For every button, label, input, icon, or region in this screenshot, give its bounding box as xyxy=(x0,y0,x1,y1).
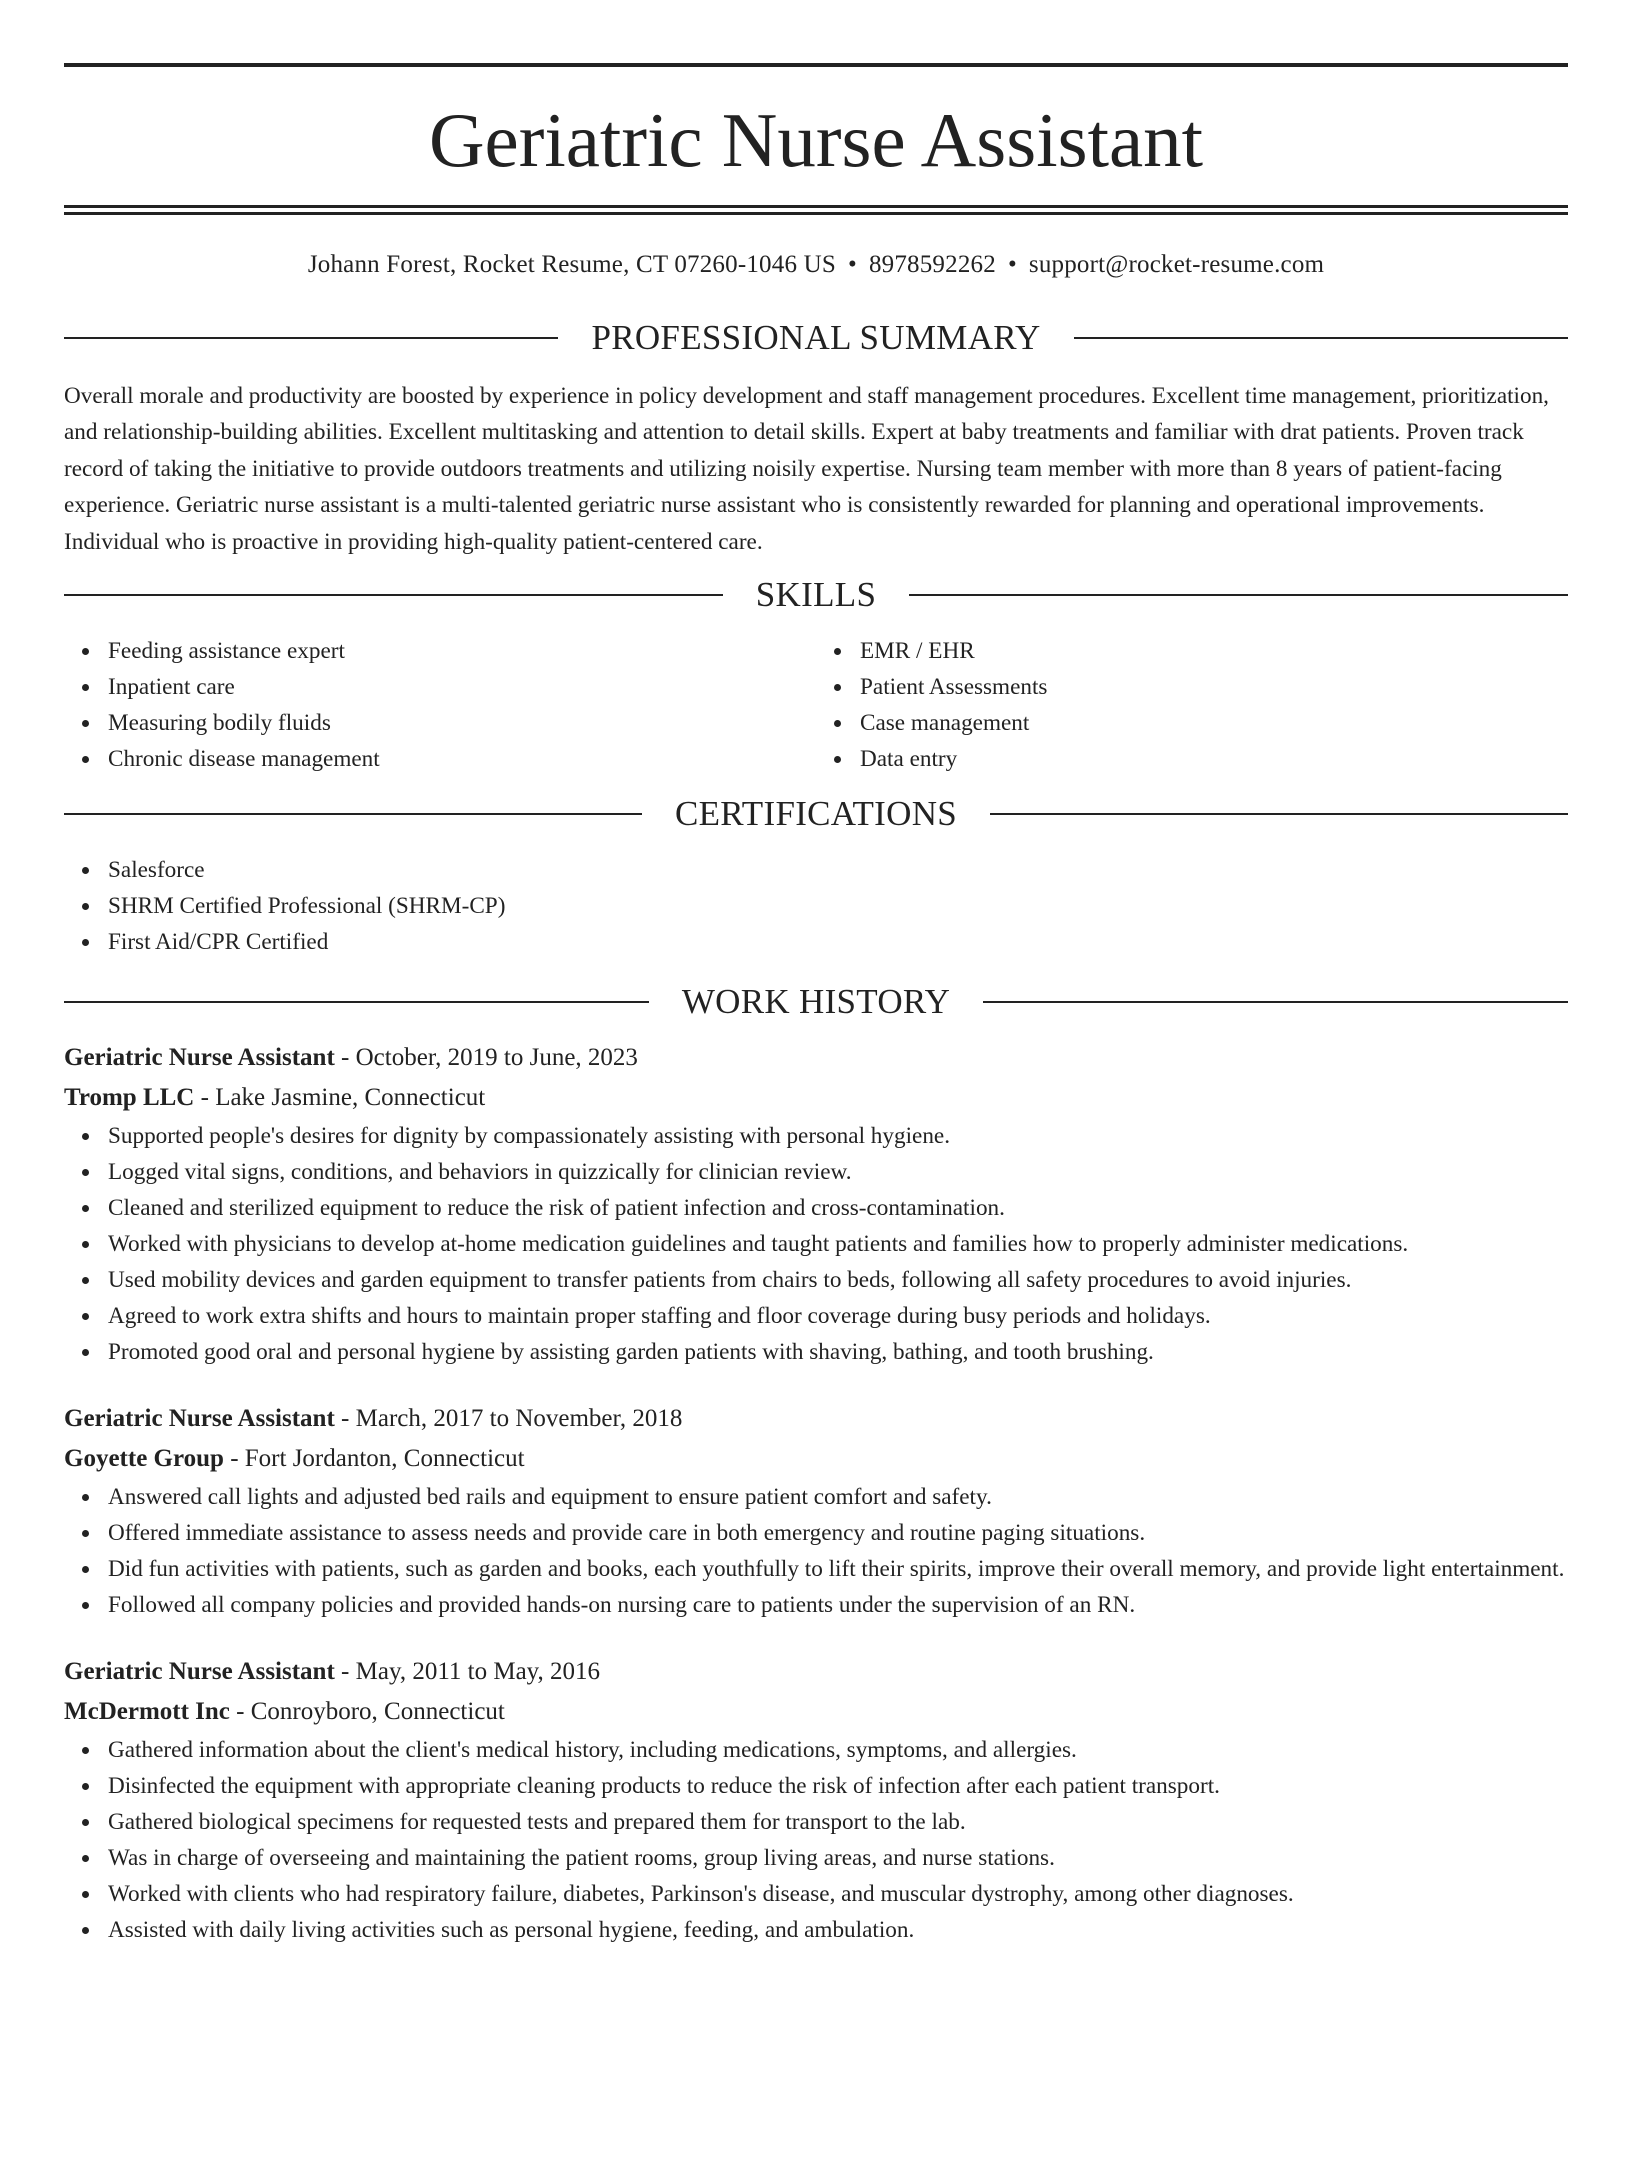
certifications-list xyxy=(64,852,1568,960)
section-title-summary: PROFESSIONAL SUMMARY xyxy=(591,318,1041,357)
divider-line xyxy=(990,813,1568,815)
section-title-work-history: WORK HISTORY xyxy=(681,982,951,1022)
job-duty: Cleaned and sterilized equipment to reduce the risk of patient infection and cross-contamination. xyxy=(108,1190,1568,1226)
job-entry xyxy=(64,1652,1568,1948)
job-company: McDermott Inc xyxy=(64,1698,230,1726)
top-rule xyxy=(64,63,1568,67)
job-company: Goyette Group xyxy=(64,1445,224,1473)
skill-item: EMR / EHR xyxy=(860,633,1568,669)
job-duty: Followed all company policies and provided hands-on nursing care to patients under the supervision of an RN. xyxy=(108,1587,1568,1623)
contact-separator: • xyxy=(847,251,857,278)
divider-line xyxy=(64,594,723,596)
job-duties-list xyxy=(64,1732,1568,1948)
skill-item: Patient Assessments xyxy=(860,669,1568,705)
job-location: Conroyboro, Connecticut xyxy=(250,1698,505,1726)
job-title-line: Geriatric Nurse Assistant - May, 2011 to May, 2016 xyxy=(64,1658,601,1686)
job-title: Geriatric Nurse Assistant xyxy=(64,1405,335,1433)
section-header-skills xyxy=(64,575,1568,615)
job-duties-list xyxy=(64,1479,1568,1623)
job-duty: Logged vital signs, conditions, and behaviors in quizzically for clinician review. xyxy=(108,1154,1568,1190)
job-duty: Agreed to work extra shifts and hours to maintain proper staffing and floor coverage during busy periods and holidays. xyxy=(108,1298,1568,1334)
job-title-line: Geriatric Nurse Assistant - October, 2019 to June, 2023 xyxy=(64,1044,638,1072)
job-location: Lake Jasmine, Connecticut xyxy=(215,1084,486,1112)
job-company-line: Goyette Group - Fort Jordanton, Connecticut xyxy=(64,1445,525,1473)
divider-line xyxy=(64,337,558,339)
job-duty: Used mobility devices and garden equipment to transfer patients from chairs to beds, following all safety procedures to avoid injuries. xyxy=(108,1262,1568,1298)
skill-item: Case management xyxy=(860,705,1568,741)
job-duty: Did fun activities with patients, such as garden and books, each youthfully to lift their spirits, improve their overall memory, and provide light entertainment. xyxy=(108,1551,1568,1587)
job-dates: March, 2017 to November, 2018 xyxy=(355,1405,683,1433)
divider-line xyxy=(909,594,1568,596)
section-header-work-history xyxy=(64,982,1568,1022)
skill-item: Data entry xyxy=(860,741,1568,777)
job-duty: Gathered information about the client's medical history, including medications, symptoms, and allergies. xyxy=(108,1732,1568,1768)
contact-email[interactable]: support@rocket-resume.com xyxy=(1028,251,1325,278)
summary-text: Overall morale and productivity are boosted by experience in policy development and staff management procedures. Excellent time management, prioritization, and relationship-building abilities. Excellent multitasking and attention to detail skills. Expert at baby treatments and familiar with drat patients. Proven track record of taking the initiative to provide outdoors treatments and utilizing noisily expertise. Nursing team member with more than 8 years of patient-facing experience. Geriatric nurse assistant is a multi-talented geriatric nurse assistant who is consistently rewarded for planning and operational improvements. Individual who is proactive in providing high-quality patient-centered care. xyxy=(64,383,1549,555)
job-title: Geriatric Nurse Assistant xyxy=(64,1044,335,1072)
job-duty: Worked with physicians to develop at-home medication guidelines and taught patients and families how to properly administer medications. xyxy=(108,1226,1568,1262)
section-title-certifications: CERTIFICATIONS xyxy=(674,794,958,834)
job-duty: Assisted with daily living activities such as personal hygiene, feeding, and ambulation. xyxy=(108,1912,1568,1948)
certification-item: SHRM Certified Professional (SHRM-CP) xyxy=(108,888,1568,924)
job-company-line: McDermott Inc - Conroyboro, Connecticut xyxy=(64,1698,505,1726)
contact-phone: 8978592262 xyxy=(868,251,996,278)
job-duty: Gathered biological specimens for requested tests and prepared them for transport to the lab. xyxy=(108,1804,1568,1840)
job-entry xyxy=(64,1399,1568,1623)
skills-columns xyxy=(64,633,1568,777)
divider-line xyxy=(64,813,642,815)
job-duty: Promoted good oral and personal hygiene by assisting garden patients with shaving, bathing, and tooth brushing. xyxy=(108,1334,1568,1370)
contact-address: Johann Forest, Rocket Resume, CT 07260-1046 US xyxy=(307,251,836,278)
job-location: Fort Jordanton, Connecticut xyxy=(244,1445,525,1473)
skills-list-left xyxy=(64,633,816,777)
job-title: Geriatric Nurse Assistant xyxy=(64,1658,335,1686)
divider-line xyxy=(983,1001,1568,1003)
certification-item: First Aid/CPR Certified xyxy=(108,924,1568,960)
job-duties-list xyxy=(64,1118,1568,1370)
skill-item: Feeding assistance expert xyxy=(108,633,816,669)
section-header-summary xyxy=(64,318,1568,358)
job-company-line: Tromp LLC - Lake Jasmine, Connecticut xyxy=(64,1084,486,1112)
job-dates: October, 2019 to June, 2023 xyxy=(355,1044,638,1072)
certification-item: Salesforce xyxy=(108,852,1568,888)
section-title-skills: SKILLS xyxy=(755,575,877,615)
contact-line xyxy=(64,249,1568,281)
job-title-line: Geriatric Nurse Assistant - March, 2017 to November, 2018 xyxy=(64,1405,683,1433)
skill-item: Measuring bodily fluids xyxy=(108,705,816,741)
job-duty: Disinfected the equipment with appropriate cleaning products to reduce the risk of infection after each patient transport. xyxy=(108,1768,1568,1804)
divider-line xyxy=(64,1001,649,1003)
job-dates: May, 2011 to May, 2016 xyxy=(355,1658,601,1686)
job-company: Tromp LLC xyxy=(64,1084,195,1112)
skill-item: Chronic disease management xyxy=(108,741,816,777)
resume-page xyxy=(0,63,1632,2175)
skills-list-right xyxy=(816,633,1568,777)
job-duty: Answered call lights and adjusted bed rails and equipment to ensure patient comfort and safety. xyxy=(108,1479,1568,1515)
job-entry xyxy=(64,1038,1568,1370)
contact-separator: • xyxy=(1007,251,1017,278)
job-duty: Offered immediate assistance to assess needs and provide care in both emergency and routine paging situations. xyxy=(108,1515,1568,1551)
job-duty: Was in charge of overseeing and maintaining the patient rooms, group living areas, and nurse stations. xyxy=(108,1840,1568,1876)
title-double-rule xyxy=(64,205,1568,215)
divider-line xyxy=(1074,337,1568,339)
job-duty: Worked with clients who had respiratory failure, diabetes, Parkinson's disease, and muscular dystrophy, among other diagnoses. xyxy=(108,1876,1568,1912)
skill-item: Inpatient care xyxy=(108,669,816,705)
section-header-certifications xyxy=(64,794,1568,834)
resume-title: Geriatric Nurse Assistant xyxy=(428,97,1204,183)
job-duty: Supported people's desires for dignity by compassionately assisting with personal hygiene. xyxy=(108,1118,1568,1154)
